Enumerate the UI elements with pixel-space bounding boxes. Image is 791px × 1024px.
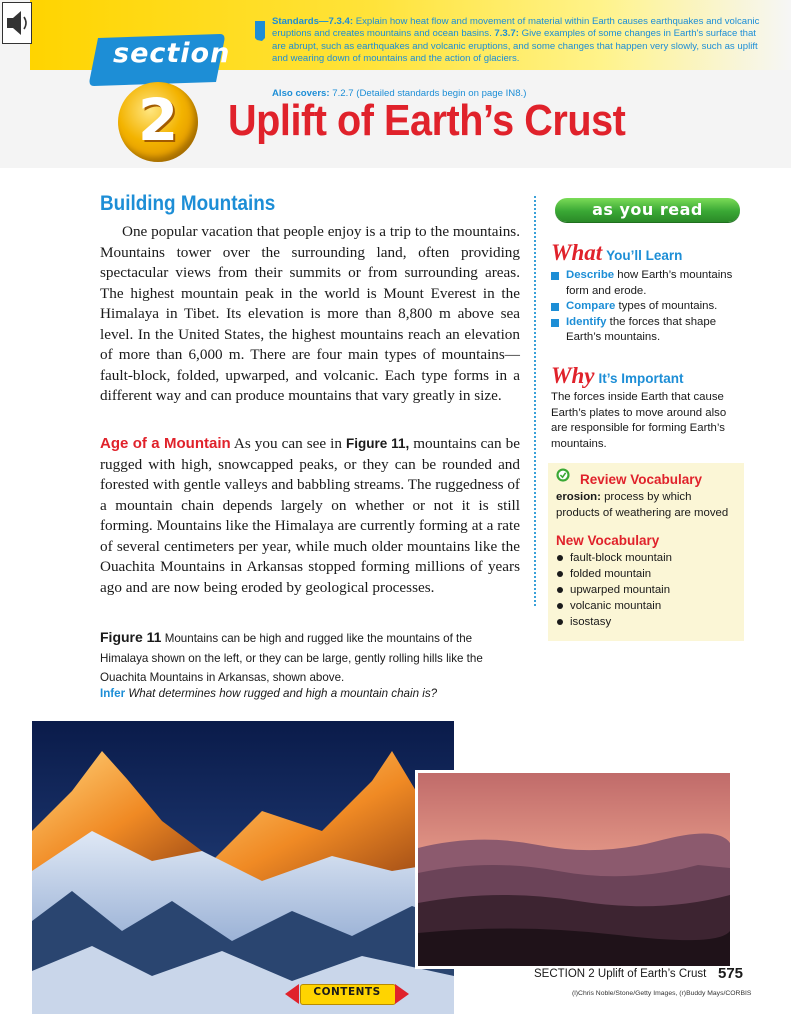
page-title: Uplift of Earth’s Crust — [228, 96, 626, 145]
objective-text: how Earth’s mountains form and erode. — [566, 269, 733, 297]
himalaya-photo — [32, 721, 454, 1014]
section-label: section — [113, 38, 231, 69]
standards-body-2: Give examples of some changes in Earth's surface that are abrupt, such as earthquakes and volcanic eruptions, and some changes that happen very slowly, such as uplift and wearing down of mountains and the action of glaciers. — [272, 28, 758, 65]
page-number: 575 — [718, 965, 744, 982]
infer-question: What determines how rugged and high a mountain chain is? — [125, 687, 438, 700]
objective-text: types of mountains. — [615, 300, 718, 312]
also-covers-label: Also covers: — [272, 88, 330, 99]
contents-button-label[interactable]: CONTENTS — [313, 986, 381, 998]
list-item — [551, 299, 751, 315]
section-number: 2 — [137, 86, 179, 154]
what-subheading: You’ll Learn — [606, 248, 683, 263]
review-term-definition: process by which products of weathering are moved — [556, 491, 729, 519]
list-item — [551, 315, 751, 346]
why-important-text: The forces inside Earth that cause Earth’s plates to move around also are responsible for forming Earth’s mountains. — [551, 391, 727, 450]
review-vocabulary-heading: Review Vocabulary — [580, 472, 703, 487]
footer-section-ref: SECTION 2 Uplift of Earth’s Crust — [534, 968, 707, 980]
objective-keyword: Describe — [566, 269, 615, 281]
photo-credit: (l)Chris Noble/Stone/Getty Images, (r)Buddy Mays/CORBIS — [572, 990, 752, 997]
figure-caption-text: Mountains can be high and rugged like the mountains of the Himalaya shown on the left, or they can be large, gently rolling hills like the Ouachita Mountains in Arkansas, shown above. — [100, 632, 483, 684]
subheading-age-of-mountain: Age of a Mountain — [100, 435, 231, 452]
review-definition — [556, 490, 738, 521]
list-item: volcanic mountain — [556, 598, 672, 614]
indiana-state-icon — [254, 20, 266, 42]
standards-body-1: Explain how heat flow and movement of material within Earth causes earthquakes and volcanic eruptions and creates mountains and ocean basins. — [272, 16, 760, 40]
what-youll-learn-heading — [551, 240, 682, 266]
body-paragraph-2 — [100, 434, 520, 598]
new-vocabulary-heading: New Vocabulary — [556, 533, 660, 548]
speaker-icon — [3, 3, 31, 43]
objective-keyword: Compare — [566, 300, 616, 312]
figure-caption — [100, 628, 520, 688]
infer-prompt — [100, 687, 437, 700]
standards-label: Standards—7.3.4: — [272, 16, 354, 27]
square-bullet-icon — [551, 303, 559, 311]
square-bullet-icon — [551, 272, 559, 280]
figure-reference-link[interactable]: Figure 11, — [345, 436, 410, 451]
infer-label: Infer — [100, 687, 126, 700]
standards-text — [272, 16, 772, 66]
review-vocabulary-icon — [556, 468, 570, 482]
list-item: fault-block mountain — [556, 550, 672, 566]
next-page-arrow-icon[interactable] — [395, 984, 409, 1004]
learning-objectives — [551, 268, 751, 346]
list-item — [551, 268, 751, 299]
objective-keyword: Identify — [566, 315, 607, 328]
review-term: erosion: — [556, 491, 601, 503]
list-item: upwarped mountain — [556, 582, 672, 598]
objective-text: the forces that shape Earth’s mountains. — [566, 315, 717, 343]
also-covers-text: 7.2.7 (Detailed standards begin on page IN8.) — [329, 88, 527, 99]
list-item: isostasy — [556, 614, 672, 630]
list-item: folded mountain — [556, 566, 672, 582]
body-paragraph-1: One popular vacation that people enjoy is a trip to the mountains. Mountains tower over the surrounding land, often providing spectacular views from their summits or from surrounding areas. The highest mountain peak in the world is Mount Everest in the Himalaya in Tibet. Its elevation is more than 8,800 m above sea level. In the United States, the highest mountains reach an elevation of more than 6,000 m. There are four main types of mountains—fault-block, folded, upwarped, and volcanic. Each type forms in a different way and can produce mountains that vary greatly in size. — [100, 223, 520, 404]
ouachita-photo — [415, 770, 733, 969]
why-its-important-heading — [551, 363, 683, 389]
what-word: What — [551, 240, 603, 265]
as-you-read-label: as you read — [592, 200, 703, 219]
para2-text-a: As you can see in — [230, 435, 346, 452]
new-vocabulary-list — [556, 550, 672, 630]
square-bullet-icon — [551, 319, 559, 327]
previous-page-arrow-icon[interactable] — [285, 984, 299, 1004]
para2-text-b: mountains can be rugged with high, snowcapped peaks, or they can be rounded and forested with gentle valleys and babbling streams. The ruggedness of a mountain chain depends largely on whether or not it is still forming. Mountains like the Himalaya are currently forming at a rate of several centimeters per year, while much older mountains like the Ouachita Mountains in Arkansas stopped forming millions of years ago and are now being eroded by geological processes. — [100, 435, 520, 596]
audio-button[interactable] — [2, 2, 32, 44]
section-heading: Building Mountains — [100, 192, 276, 215]
column-divider — [534, 196, 536, 606]
why-subheading: It’s Important — [598, 371, 684, 386]
standards-label-2: 7.3.7: — [494, 28, 519, 40]
why-word: Why — [551, 363, 595, 388]
figure-label: Figure 11 — [100, 629, 162, 645]
